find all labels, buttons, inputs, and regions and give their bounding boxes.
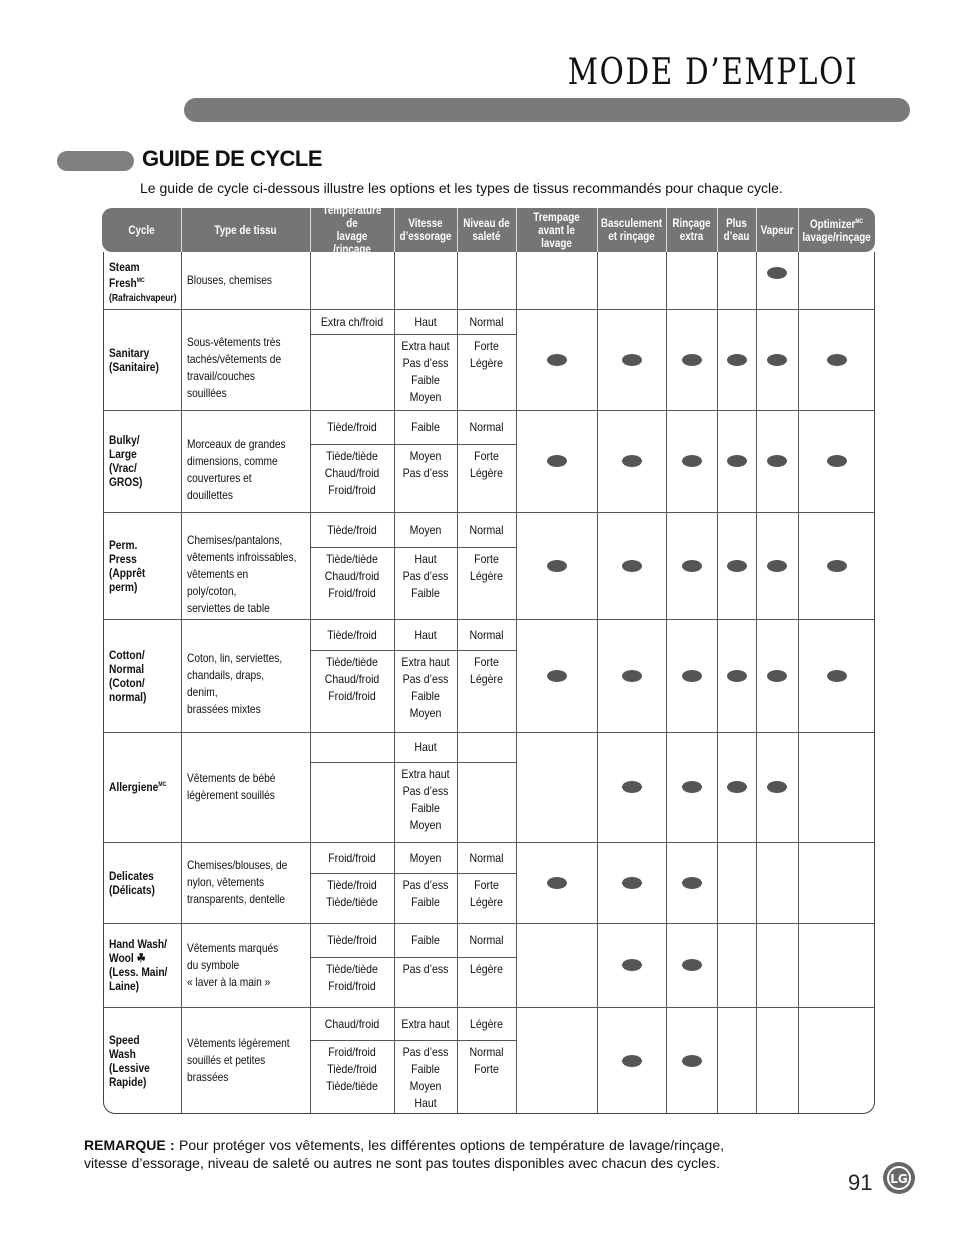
header-cell (721, 208, 753, 252)
header-cell: Vapeur (760, 222, 794, 237)
header-cell (671, 208, 713, 252)
soil-level-options: Forte Légère (470, 552, 503, 583)
column-divider (457, 252, 458, 1114)
option-available-dot (682, 354, 702, 366)
option-available-dot (547, 877, 567, 889)
subrow-divider (310, 762, 516, 763)
page-number: 91 (848, 1170, 873, 1195)
soil-level-options: Légère (470, 962, 503, 976)
row-divider (103, 619, 875, 620)
soil-level-options: Forte Légère (470, 449, 503, 480)
wash-temperature-default: Tiède/froid (327, 420, 377, 434)
lg-logo-icon (883, 1162, 915, 1194)
cycle-subtitle: (Rafraichvapeur) (109, 293, 177, 304)
header-label: Plus d’eau (723, 216, 750, 243)
option-available-dot (682, 1055, 702, 1067)
spin-speed-default: Extra haut (401, 1016, 450, 1031)
soil-level-options: Forte Légère (470, 655, 503, 686)
soil-level-options: Normal Forte (469, 1045, 504, 1076)
header-divider (181, 208, 182, 252)
header-divider (394, 208, 395, 252)
row-divider (103, 309, 875, 310)
soil-level-options: Forte Légère (470, 339, 503, 370)
header-label: Température de lavage /rinçage (322, 203, 382, 256)
cycle-name: Bulky/ Large (Vrac/ GROS) (109, 433, 143, 489)
option-available-dot (622, 877, 642, 889)
option-available-dot (827, 560, 847, 572)
option-available-dot (767, 781, 787, 793)
column-divider (181, 252, 182, 1114)
wash-temperature-options: Froid/froid Tiède/froid Tiède/tiède (326, 1045, 378, 1093)
spin-speed-options: Haut Pas d’ess Faible (402, 552, 449, 600)
header-divider (666, 208, 667, 252)
option-available-dot (547, 455, 567, 467)
option-available-dot (682, 781, 702, 793)
header-divider (457, 208, 458, 252)
option-available-dot (767, 455, 787, 467)
wash-temperature-default: Tiède/froid (327, 933, 377, 947)
spin-speed-default: Faible (411, 933, 440, 947)
row-divider (103, 732, 875, 733)
subrow-divider (310, 650, 516, 651)
header-cell (462, 208, 510, 252)
fabric-type: Chemises/blouses, de nylon, vêtements transparents, dentelle (187, 858, 288, 906)
fabric-type: Morceaux de grandes dimensions, comme couvertures et douillettes (187, 436, 286, 502)
header-label: Trempage avant le lavage (533, 209, 580, 250)
subrow-divider (310, 1040, 516, 1041)
spin-speed-options: Extra haut Pas d’ess Faible Moyen (401, 655, 450, 720)
spin-speed-default: Faible (411, 420, 440, 434)
option-available-dot (727, 781, 747, 793)
subrow-divider (310, 547, 516, 548)
option-available-dot (682, 560, 702, 572)
cycle-name: Cotton/ Normal (Coton/ normal) (109, 647, 147, 704)
column-divider (798, 252, 799, 1114)
option-available-dot (622, 959, 642, 971)
header-cell (600, 208, 663, 252)
spin-speed-options: Extra haut Pas d’ess Faible Moyen (401, 339, 450, 404)
cycle-name: Delicates (Délicats) (109, 868, 155, 897)
header-cell (523, 208, 589, 252)
soil-level-default: Normal (469, 627, 504, 642)
option-available-dot (547, 354, 567, 366)
fabric-type: Vêtements de bébé légèrement souillés (187, 771, 276, 802)
wool-symbol-icon: ☘ (133, 951, 146, 965)
header-cell: Type de tissu (214, 222, 277, 237)
fabric-type: Vêtements marqués du symbole « laver à la main » (187, 940, 279, 989)
option-available-dot (682, 670, 702, 682)
subrow-divider (310, 957, 516, 958)
option-available-dot (682, 877, 702, 889)
fabric-type: Vêtements légèrement souillés et petites brassées (187, 1036, 290, 1084)
option-available-dot (827, 354, 847, 366)
wash-temperature-default: Extra ch/froid (320, 314, 384, 329)
soil-level-default: Normal (469, 933, 504, 947)
column-divider (717, 252, 718, 1114)
wash-temperature-default: Tiède/froid (327, 522, 377, 537)
fabric-type: Coton, lin, serviettes, chandails, draps, denim, brassées mixtes (187, 651, 283, 716)
option-available-dot (622, 455, 642, 467)
lg-logo-graphic (883, 1162, 915, 1194)
spin-speed-options: Pas d’ess (402, 962, 449, 976)
header-cell (802, 208, 871, 252)
subrow-divider (310, 873, 516, 874)
cycle-name: Allergiene$^{MC}$ (109, 780, 167, 794)
spin-speed-default: Haut (414, 314, 437, 329)
header-bar (184, 98, 910, 122)
option-available-dot (827, 455, 847, 467)
wash-temperature-default: Tiède/froid (327, 627, 377, 642)
option-available-dot (622, 781, 642, 793)
header-cell (400, 208, 452, 252)
soil-level-default: Légère (470, 1016, 503, 1031)
header-label: Basculement et rinçage (600, 216, 663, 243)
option-available-dot (767, 560, 787, 572)
option-available-dot (622, 1055, 642, 1067)
header-divider (717, 208, 718, 252)
spin-speed-default: Moyen (409, 850, 442, 865)
fabric-type: Sous-vêtements très tachés/vêtements de travail/couches souillées (187, 335, 282, 400)
cycle-name: Steam Fresh$^{MC}$ (Rafraichvapeur) (109, 260, 177, 304)
spin-speed-options: Pas d’ess Faible Moyen Haut (402, 1045, 449, 1110)
header-divider (798, 208, 799, 252)
header-divider (516, 208, 517, 252)
option-available-dot (727, 670, 747, 682)
column-divider (516, 252, 517, 1114)
column-divider (310, 252, 311, 1114)
section-pill (57, 151, 134, 171)
option-available-dot (727, 455, 747, 467)
option-available-dot (622, 670, 642, 682)
subrow-divider (310, 444, 516, 445)
wash-temperature-options: Tiède/tiède Chaud/froid Froid/froid (324, 655, 380, 703)
option-available-dot (727, 354, 747, 366)
spin-speed-options: Moyen Pas d’ess (402, 449, 449, 480)
remark-label: REMARQUE : (84, 1137, 175, 1153)
soil-level-default: Normal (469, 420, 504, 434)
option-available-dot (727, 560, 747, 572)
soil-level-default: Normal (469, 522, 504, 537)
page-title: MODE D’EMPLOI (567, 52, 858, 93)
header-divider (310, 208, 311, 252)
subrow-divider (310, 334, 516, 335)
remark-note (84, 1137, 724, 1172)
soil-level-options: Forte Légère (470, 878, 503, 909)
option-available-dot (767, 354, 787, 366)
row-divider (103, 410, 875, 411)
wash-temperature-options: Tiède/tiède Chaud/froid Froid/froid (324, 552, 380, 600)
wash-temperature-default: Froid/froid (328, 850, 376, 865)
option-available-dot (682, 959, 702, 971)
column-divider (597, 252, 598, 1114)
header-label: Optimizer$^{MC}$ lavage/rinçage (802, 217, 871, 244)
cycle-name: Speed Wash (Lessive Rapide) (109, 1032, 150, 1089)
option-available-dot (622, 560, 642, 572)
spin-speed-default: Haut (414, 627, 437, 642)
option-available-dot (767, 670, 787, 682)
column-divider (394, 252, 395, 1114)
wash-temperature-default: Chaud/froid (324, 1016, 380, 1031)
section-title: GUIDE DE CYCLE (142, 146, 323, 171)
spin-speed-default: Moyen (409, 522, 442, 537)
option-available-dot (682, 455, 702, 467)
spin-speed-options: Extra haut Pas d’ess Faible Moyen (401, 767, 450, 832)
option-available-dot (827, 670, 847, 682)
wash-temperature-options: Tiède/tiède Froid/froid (326, 962, 378, 993)
spin-speed-options: Pas d’ess Faible (402, 878, 449, 909)
row-divider (103, 842, 875, 843)
wash-temperature-options: Tiède/tiède Chaud/froid Froid/froid (324, 449, 380, 497)
cycle-name: Sanitary (Sanitaire) (109, 345, 159, 374)
option-available-dot (767, 267, 787, 279)
spin-speed-default: Haut (414, 740, 437, 754)
svg-text:LG: LG (890, 1172, 908, 1186)
header-label: Vitesse d’essorage (399, 216, 452, 243)
header-divider (597, 208, 598, 252)
column-divider (756, 252, 757, 1114)
header-label: Rinçage extra (672, 216, 711, 243)
intro-text: Le guide de cycle ci-dessous illustre les options et les types de tissus recommandés pour chaque cycle. (140, 180, 783, 196)
fabric-type: Chemises/pantalons, vêtements infroissables, vêtements en poly/coton, serviettes de table (187, 532, 297, 615)
header-label: Niveau de saleté (463, 216, 510, 243)
header-cell (318, 203, 387, 256)
row-divider (103, 512, 875, 513)
option-available-dot (622, 354, 642, 366)
row-divider (103, 923, 875, 924)
soil-level-default: Normal (469, 850, 504, 865)
wash-temperature-options: Tiède/froid Tiède/tiède (326, 878, 378, 909)
remark-text: Pour protéger vos vêtements, les différentes options de température de lavage/rinçage, vitesse d’essorage, niveau de saleté ou autres ne sont pas toutes disponibles avec chacun des cycles. (84, 1137, 724, 1171)
column-divider (666, 252, 667, 1114)
header-cell: Cycle (128, 222, 155, 237)
row-divider (103, 1007, 875, 1008)
option-available-dot (547, 670, 567, 682)
header-divider (756, 208, 757, 252)
soil-level-default: Normal (469, 314, 504, 329)
option-available-dot (547, 560, 567, 572)
fabric-type: Blouses, chemises (187, 273, 273, 287)
cycle-name: Perm. Press (Apprêt perm) (109, 537, 146, 594)
cycle-name: Hand Wash/ Wool ☘ (Less. Main/ Laine) (109, 937, 168, 993)
